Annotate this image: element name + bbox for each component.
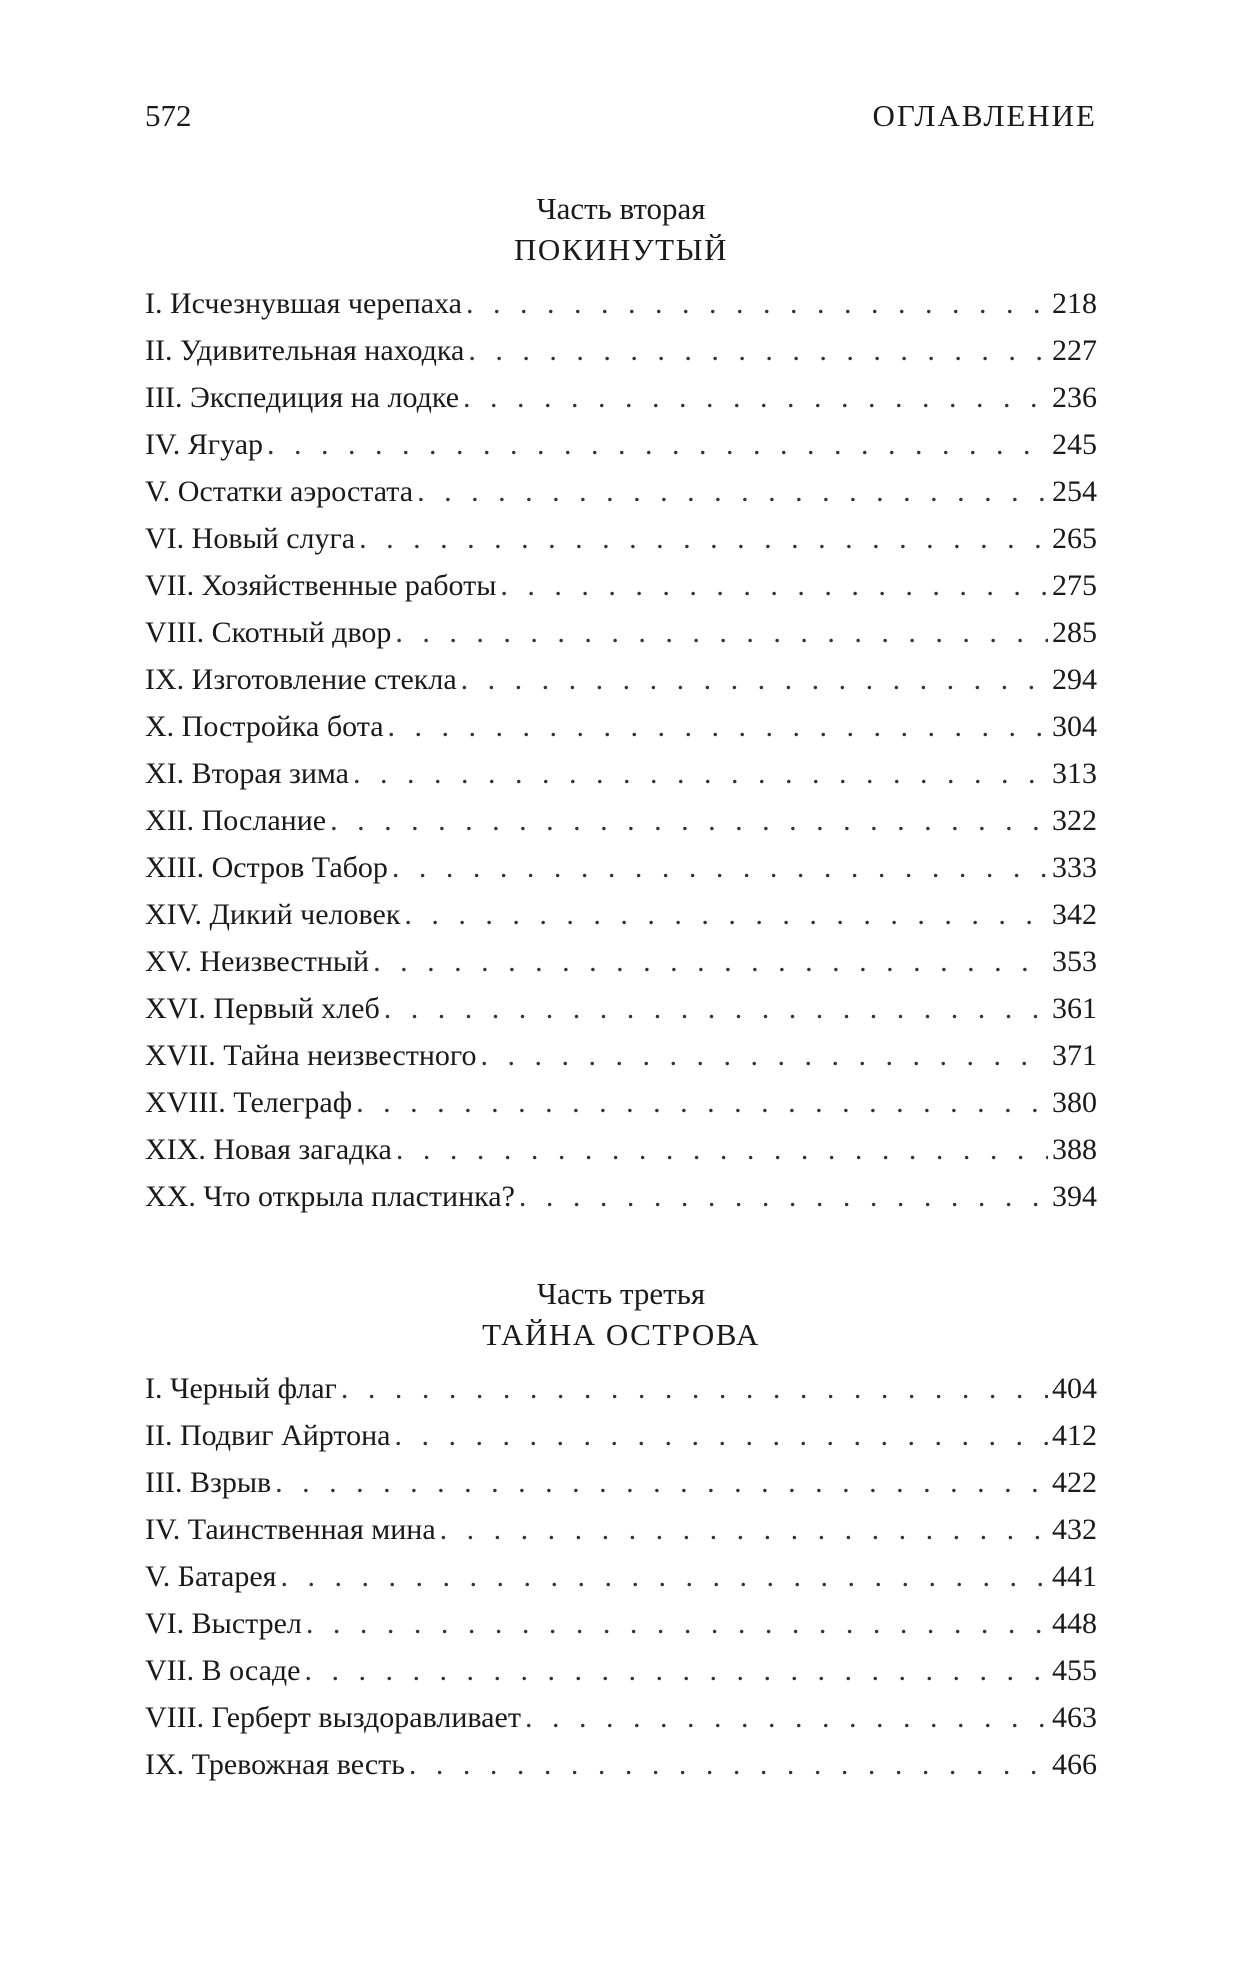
toc-entry-title: XI. Вторая зима bbox=[145, 757, 349, 790]
toc-entry-page: 463 bbox=[1052, 1701, 1097, 1734]
toc-entry bbox=[145, 985, 1097, 1032]
toc-entry bbox=[145, 468, 1097, 515]
toc-entry-page: 441 bbox=[1052, 1560, 1097, 1593]
toc-entry bbox=[145, 1694, 1097, 1741]
toc-list bbox=[145, 280, 1097, 1220]
toc-entry-page: 294 bbox=[1052, 663, 1097, 696]
toc-entry bbox=[145, 280, 1097, 327]
dot-leader bbox=[306, 1600, 1048, 1647]
part-subtitle: ТАЙНА ОСТРОВА bbox=[482, 1317, 760, 1352]
dot-leader bbox=[267, 421, 1048, 468]
toc-entry bbox=[145, 1365, 1097, 1412]
part-heading: Часть третья bbox=[536, 1276, 706, 1311]
dot-leader bbox=[466, 280, 1048, 327]
toc-entry-page: 388 bbox=[1052, 1133, 1097, 1166]
toc-entry bbox=[145, 562, 1097, 609]
toc-entry bbox=[145, 1553, 1097, 1600]
toc-entry-page: 455 bbox=[1052, 1654, 1097, 1687]
running-head-title: ОГЛАВЛЕНИЕ bbox=[872, 98, 1097, 133]
toc-entry bbox=[145, 1647, 1097, 1694]
dot-leader bbox=[359, 515, 1048, 562]
dot-leader bbox=[468, 327, 1048, 374]
toc-entry-title: XVII. Тайна неизвестного bbox=[145, 1039, 477, 1072]
toc-entry-page: 227 bbox=[1052, 334, 1097, 367]
toc-entry bbox=[145, 609, 1097, 656]
toc-entry-title: XVI. Первый хлеб bbox=[145, 992, 380, 1025]
toc-entry-title: VII. Хозяйственные работы bbox=[145, 569, 497, 602]
dot-leader bbox=[519, 1173, 1048, 1220]
toc-entry-title: VIII. Герберт выздоравливает bbox=[145, 1701, 521, 1734]
toc-entry-page: 353 bbox=[1052, 945, 1097, 978]
toc-entry-title: VII. В осаде bbox=[145, 1654, 301, 1687]
dot-leader bbox=[417, 468, 1048, 515]
dot-leader bbox=[392, 844, 1048, 891]
toc-entry bbox=[145, 797, 1097, 844]
toc-entry-page: 380 bbox=[1052, 1086, 1097, 1119]
toc-entry bbox=[145, 1506, 1097, 1553]
toc-entry bbox=[145, 938, 1097, 985]
dot-leader bbox=[461, 656, 1048, 703]
part-section bbox=[145, 1273, 1097, 1788]
toc-entry-page: 466 bbox=[1052, 1748, 1097, 1781]
dot-leader bbox=[280, 1553, 1048, 1600]
toc-entry bbox=[145, 1173, 1097, 1220]
toc-entry-title: XVIII. Телеграф bbox=[145, 1086, 353, 1119]
dot-leader bbox=[275, 1459, 1048, 1506]
running-head bbox=[145, 96, 1097, 136]
toc-entry-page: 342 bbox=[1052, 898, 1097, 931]
toc-entry-title: XII. Послание bbox=[145, 804, 327, 837]
toc-entry-page: 422 bbox=[1052, 1466, 1097, 1499]
toc-entry-page: 245 bbox=[1052, 428, 1097, 461]
toc-entry-title: IX. Тревожная весть bbox=[145, 1748, 405, 1781]
toc-entry-title: VI. Выстрел bbox=[145, 1607, 302, 1640]
toc-entry bbox=[145, 656, 1097, 703]
toc-entry-title: XV. Неизвестный bbox=[145, 945, 370, 978]
toc-entry-page: 394 bbox=[1052, 1180, 1097, 1213]
toc-entry bbox=[145, 327, 1097, 374]
toc-entry bbox=[145, 374, 1097, 421]
dot-leader bbox=[463, 374, 1048, 421]
toc-entry-page: 361 bbox=[1052, 992, 1097, 1025]
toc-entry-page: 218 bbox=[1052, 287, 1097, 320]
part-heading: Часть вторая bbox=[536, 191, 706, 226]
toc-entry-title: XIII. Остров Табор bbox=[145, 851, 388, 884]
toc-entry bbox=[145, 703, 1097, 750]
toc-entry bbox=[145, 1079, 1097, 1126]
dot-leader bbox=[373, 938, 1048, 985]
toc-entry-page: 304 bbox=[1052, 710, 1097, 743]
toc-entry-page: 412 bbox=[1052, 1419, 1097, 1452]
toc-entry bbox=[145, 1412, 1097, 1459]
page-number: 572 bbox=[145, 98, 192, 133]
toc-entry-title: III. Взрыв bbox=[145, 1466, 272, 1499]
toc-entry-title: IX. Изготовление стекла bbox=[145, 663, 457, 696]
toc-entry bbox=[145, 891, 1097, 938]
dot-leader bbox=[304, 1647, 1048, 1694]
toc-entry-page: 236 bbox=[1052, 381, 1097, 414]
dot-leader bbox=[409, 1741, 1048, 1788]
dot-leader bbox=[500, 562, 1048, 609]
toc-entry-page: 448 bbox=[1052, 1607, 1097, 1640]
toc-entry-page: 285 bbox=[1052, 616, 1097, 649]
toc-entry bbox=[145, 1741, 1097, 1788]
toc-entry-title: IV. Ягуар bbox=[145, 428, 264, 461]
toc-entry bbox=[145, 1600, 1097, 1647]
toc-entry-title: I. Черный флаг bbox=[145, 1372, 337, 1405]
toc-entry bbox=[145, 844, 1097, 891]
toc-entry-title: VI. Новый слуга bbox=[145, 522, 356, 555]
toc-entry-page: 313 bbox=[1052, 757, 1097, 790]
toc-entry-title: IV. Таинственная мина bbox=[145, 1513, 436, 1546]
dot-leader bbox=[404, 891, 1048, 938]
dot-leader bbox=[384, 985, 1048, 1032]
toc-entry-title: II. Подвиг Айртона bbox=[145, 1419, 391, 1452]
toc-entry-page: 432 bbox=[1052, 1513, 1097, 1546]
toc-entry-title: VIII. Скотный двор bbox=[145, 616, 392, 649]
toc-entry-page: 275 bbox=[1052, 569, 1097, 602]
dot-leader bbox=[353, 750, 1048, 797]
toc-entry-title: I. Исчезнувшая черепаха bbox=[145, 287, 462, 320]
toc-entry-page: 265 bbox=[1052, 522, 1097, 555]
toc-entry-page: 371 bbox=[1052, 1039, 1097, 1072]
dot-leader bbox=[481, 1032, 1049, 1079]
toc-entry-title: III. Экспедиция на лодке bbox=[145, 381, 460, 414]
toc-entry bbox=[145, 421, 1097, 468]
dot-leader bbox=[394, 1412, 1048, 1459]
toc-entry-title: V. Батарея bbox=[145, 1560, 277, 1593]
toc-entry bbox=[145, 1459, 1097, 1506]
toc-entry-title: XX. Что открыла пластинка? bbox=[145, 1180, 515, 1213]
dot-leader bbox=[341, 1365, 1048, 1412]
toc-entry bbox=[145, 515, 1097, 562]
dot-leader bbox=[525, 1694, 1048, 1741]
toc-entry-title: XIV. Дикий человек bbox=[145, 898, 401, 931]
part-section bbox=[145, 188, 1097, 1220]
toc-entry-page: 404 bbox=[1052, 1372, 1097, 1405]
dot-leader bbox=[396, 1126, 1048, 1173]
toc-entry-title: II. Удивительная находка bbox=[145, 334, 465, 367]
toc-entry bbox=[145, 1032, 1097, 1079]
part-subtitle: ПОКИНУТЫЙ bbox=[513, 232, 729, 267]
dot-leader bbox=[356, 1079, 1048, 1126]
toc-entry bbox=[145, 750, 1097, 797]
dot-leader bbox=[388, 703, 1048, 750]
toc-entry bbox=[145, 1126, 1097, 1173]
toc-entry-page: 322 bbox=[1052, 804, 1097, 837]
toc-list bbox=[145, 1365, 1097, 1788]
toc-entry-page: 254 bbox=[1052, 475, 1097, 508]
toc-entry-page: 333 bbox=[1052, 851, 1097, 884]
dot-leader bbox=[395, 609, 1048, 656]
toc-entry-title: V. Остатки аэростата bbox=[145, 475, 414, 508]
dot-leader bbox=[330, 797, 1048, 844]
toc-entry-title: X. Постройка бота bbox=[145, 710, 384, 743]
toc-entry-title: XIX. Новая загадка bbox=[145, 1133, 392, 1166]
dot-leader bbox=[440, 1506, 1048, 1553]
